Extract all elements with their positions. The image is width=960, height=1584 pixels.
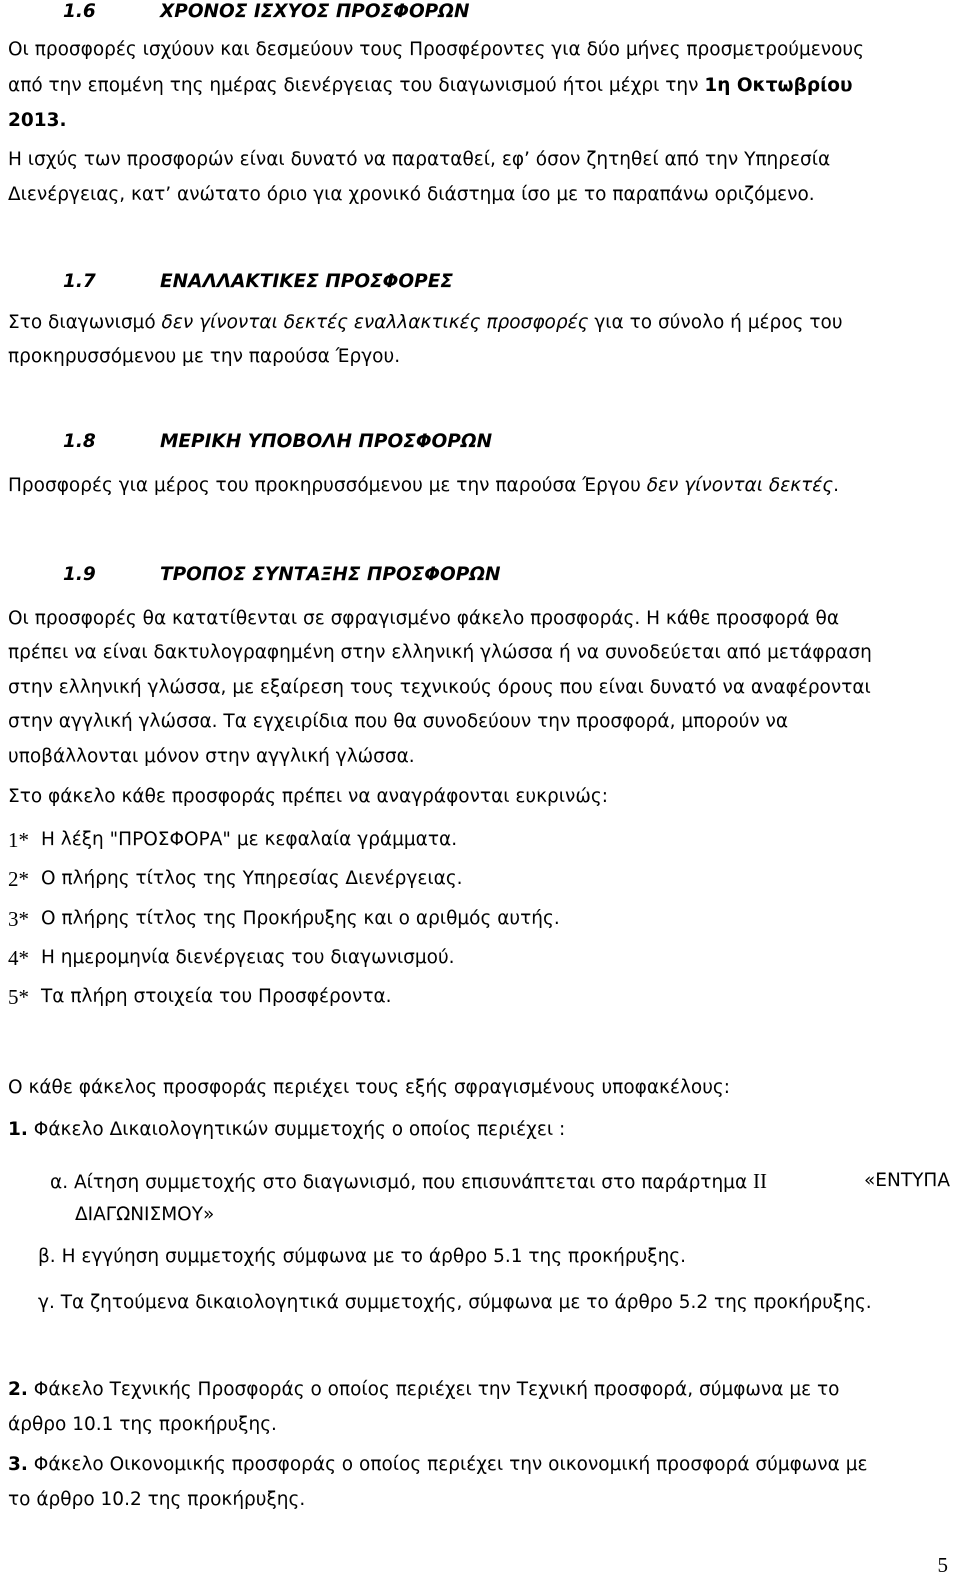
paragraph-line: 2013. [8, 110, 67, 131]
paragraph-line: Στο φάκελο κάθε προσφοράς πρέπει να αναγράφονται ευκρινώς: [8, 786, 608, 807]
sub-item-c: γ. Τα ζητούμενα δικαιολογητικά συμμετοχής, σύμφωνα με το άρθρο 5.2 της προκήρυξης. [38, 1292, 872, 1313]
list-item: 2* Ο πλήρης τίτλος της Υπηρεσίας Διενέργειας. [8, 867, 463, 891]
paragraph-line: το άρθρο 10.2 της προκήρυξης. [8, 1489, 306, 1510]
list-item: 4* Η ημερομηνία διενέργειας του διαγωνισμού. [8, 946, 455, 970]
paragraph-line: Στο διαγωνισμό δεν γίνονται δεκτές εναλλακτικές προσφορές για το σύνολο ή μέρος του [8, 312, 843, 333]
paragraph-line: Ο κάθε φάκελος προσφοράς περιέχει τους εξής σφραγισμένους υποφακέλους: [8, 1077, 731, 1098]
paragraph-line: Οι προσφορές θα κατατίθενται σε σφραγισμένο φάκελο προσφοράς. Η κάθε προσφορά θα [8, 608, 840, 629]
paragraph-line: στην ελληνική γλώσσα, με εξαίρεση τους τεχνικούς όρους που είναι δυνατό να αναφέρονται [8, 677, 871, 698]
paragraph-line: στην αγγλική γλώσσα. Τα εγχειρίδια που θα συνοδεύουν την προσφορά, μπορούν να [8, 711, 789, 732]
page-number: 5 [937, 1553, 948, 1577]
paragraph-line: από την επομένη της ημέρας διενέργειας του διαγωνισμού ήτοι μέχρι την 1η Οκτωβρίου [8, 75, 853, 96]
envelope-item-3: 3. Φάκελο Οικονομικής προσφοράς ο οποίος περιέχει την οικονομική προσφορά σύμφωνα με [8, 1454, 868, 1475]
document-page: 1.6 ΧΡΟΝΟΣ ΙΣΧΥΟΣ ΠΡΟΣΦΟΡΩΝ Οι προσφορές ισχύουν και δεσμεύουν τους Προσφέροντες για δύο μήνες προσμετρούμενους από την επομένη της ημέρας διενέργειας του διαγωνισμού ήτοι μέχρι την 1η Οκτωβρίου 2013. Η ισχύς των προσφορών είναι δυνατό να παραταθεί, εφ’ όσον ζητηθεί από την Υπηρεσία Διενέργειας, κατ’ ανώτατο όριο για χρονικό διάστημα ίσο με το παραπάνω οριζόμενο. 1.7 ΕΝΑΛΛΑΚΤΙΚΕΣ ΠΡΟΣΦΟΡΕΣ Στο διαγωνισμό δεν γίνονται δεκτές εναλλακτικές προσφορές για το σύνολο ή μέρος του προκηρυσσόμενου με την παρούσα Έργου. 1.8 ΜΕΡΙΚΗ ΥΠΟΒΟΛΗ ΠΡΟΣΦΟΡΩΝ Προσφορές για μέρος του προκηρυσσόμενου με την παρούσα Έργου δεν γίνονται δεκτές. 1.9 ΤΡΟΠΟΣ ΣΥΝΤΑΞΗΣ ΠΡΟΣΦΟΡΩΝ Οι προσφορές θα κατατίθενται σε σφραγισμένο φάκελο προσφοράς. Η κάθε προσφορά θα πρέπει να είναι δακτυλογραφημένη στην ελληνική γλώσσα ή να συνοδεύεται από μετάφραση στην ελληνική γλώσσα, με εξαίρεση τους τεχνικούς όρους που είναι δυνατό να αναφέρονται στην αγγλική γλώσσα. Τα εγχειρίδια που θα συνοδεύουν την προσφορά, μπορούν να υποβάλλονται μόνον στην αγγλική γλώσσα. Στο φάκελο κάθε προσφοράς πρέπει να αναγράφονται ευκρινώς: 1* Η λέξη "ΠΡΟΣΦΟΡΑ" με κεφαλαία γράμματα. 2* Ο πλήρης τίτλος της Υπηρεσίας Διενέργειας. 3* Ο πλήρης τίτλος της Προκήρυξης και ο αριθμός αυτής. 4* Η ημερομηνία διενέργειας του διαγωνισμού. 5* Τα πλήρη στοιχεία του Προσφέροντα. Ο κάθε φάκελος προσφοράς περιέχει τους εξής σφραγισμένους υποφακέλους: 1. Φάκελο Δικαιολογητικών συμμετοχής ο οποίος περιέχει : α. Αίτηση συμμετοχής στο διαγωνισμό, που επισυνάπτεται στο παράρτημα ΙΙ «ΕΝΤΥΠΑ ΔΙΑΓΩΝΙΣΜΟΥ» β. Η εγγύηση συμμετοχής σύμφωνα με το άρθρο 5.1 της προκήρυξης. γ. Τα ζητούμενα δικαιολογητικά συμμετοχής, σύμφωνα με το άρθρο 5.2 της προκήρυξης. 2. Φάκελο Τεχνικής Προσφοράς ο οποίος περιέχει την Τεχνική προσφορά, σύμφωνα με το άρθρο 10.1 της προκήρυξης. 3. Φάκελο Οικονομικής προσφοράς ο οποίος περιέχει την οικονομική προσφορά σύμφωνα με το άρθρο 10.2 της προκήρυξης. 5 [0, 0, 960, 1584]
list-item: 1* Η λέξη "ΠΡΟΣΦΟΡΑ" με κεφαλαία γράμματα. [8, 828, 458, 852]
paragraph-line: άρθρο 10.1 της προκήρυξης. [8, 1414, 277, 1435]
envelope-item-2: 2. Φάκελο Τεχνικής Προσφοράς ο οποίος περιέχει την Τεχνική προσφορά, σύμφωνα με το [8, 1379, 840, 1400]
paragraph-line: Οι προσφορές ισχύουν και δεσμεύουν τους Προσφέροντες για δύο μήνες προσμετρούμενους [8, 39, 864, 60]
sub-item-b: β. Η εγγύηση συμμετοχής σύμφωνα με το άρθρο 5.1 της προκήρυξης. [38, 1246, 687, 1267]
paragraph-line: υποβάλλονται μόνον στην αγγλική γλώσσα. [8, 746, 415, 767]
list-item: 5* Τα πλήρη στοιχεία του Προσφέροντα. [8, 985, 392, 1009]
envelope-item-1: 1. Φάκελο Δικαιολογητικών συμμετοχής ο οποίος περιέχει : [8, 1119, 566, 1140]
paragraph-line: Προσφορές για μέρος του προκηρυσσόμενου με την παρούσα Έργου δεν γίνονται δεκτές. [8, 475, 839, 496]
paragraph-line: Η ισχύς των προσφορών είναι δυνατό να παραταθεί, εφ’ όσον ζητηθεί από την Υπηρεσία [8, 149, 831, 170]
paragraph-line: πρέπει να είναι δακτυλογραφημένη στην ελληνική γλώσσα ή να συνοδεύεται από μετάφραση [8, 642, 872, 663]
paragraph-line: προκηρυσσόμενου με την παρούσα Έργου. [8, 346, 401, 367]
sub-item-a: α. Αίτηση συμμετοχής στο διαγωνισμό, που επισυνάπτεται στο παράρτημα ΙΙ «ΕΝΤΥΠΑ [50, 1169, 950, 1193]
list-item: 3* Ο πλήρης τίτλος της Προκήρυξης και ο αριθμός αυτής. [8, 907, 560, 931]
paragraph-line: Διενέργειας, κατ’ ανώτατο όριο για χρονικό διάστημα ίσο με το παραπάνω οριζόμενο. [8, 184, 815, 205]
sub-item-a-cont: ΔΙΑΓΩΝΙΣΜΟΥ» [75, 1204, 215, 1225]
